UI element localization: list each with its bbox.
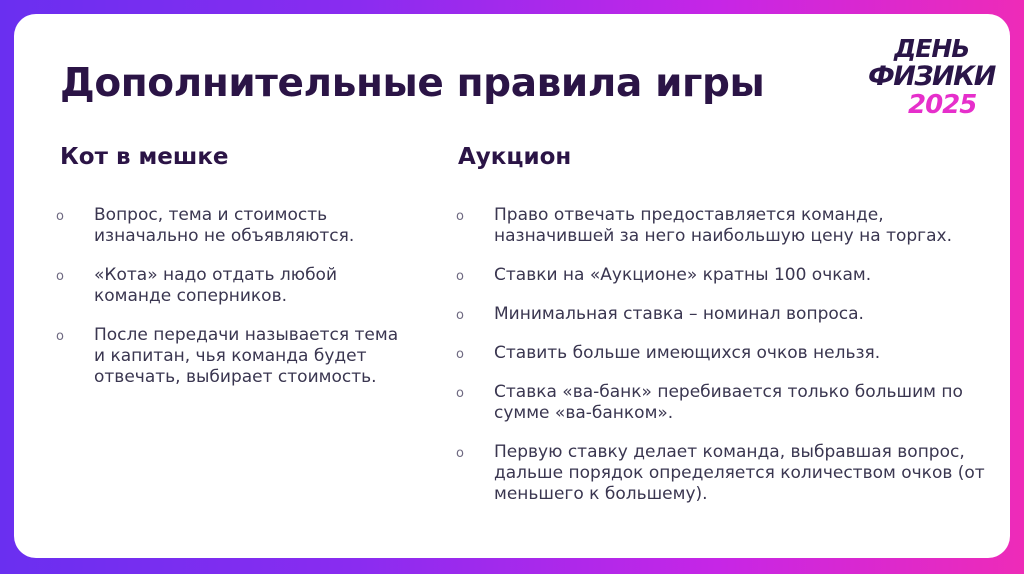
bullet-circle-icon: o xyxy=(56,209,64,224)
physics-day-logo xyxy=(866,32,995,124)
list-item xyxy=(54,265,414,307)
list-item-text: Вопрос, тема и стоимость изначально не объявляются. xyxy=(94,205,355,246)
list-item xyxy=(454,442,1004,505)
list-item-text: Ставить больше имеющихся очков нельзя. xyxy=(494,343,881,363)
list-item xyxy=(54,325,414,388)
bullet-circle-icon: o xyxy=(456,209,464,224)
bullet-circle-icon: o xyxy=(456,386,464,401)
list-item xyxy=(454,382,1004,424)
list-item xyxy=(54,205,414,247)
right-bullet-list xyxy=(454,205,1004,523)
list-item-text: После передачи называется тема и капитан, чья команда будет отвечать, выбирает стоимость. xyxy=(94,325,399,387)
list-item-text: Ставки на «Аукционе» кратны 100 очкам. xyxy=(494,265,872,285)
list-item xyxy=(454,265,1004,286)
logo-line-day: ДЕНЬ xyxy=(894,34,970,63)
bullet-circle-icon: o xyxy=(56,329,64,344)
list-item-text: Первую ставку делает команда, выбравшая вопрос, дальше порядок определяется количеством очков (от меньшего к большему). xyxy=(494,442,985,504)
page-title: Дополнительные правила игры xyxy=(60,61,765,106)
logo-line-year: 2025 xyxy=(908,90,977,120)
bullet-circle-icon: o xyxy=(456,269,464,284)
list-item xyxy=(454,343,1004,364)
list-item-text: Право отвечать предоставляется команде, назначившей за него наибольшую цену на торгах. xyxy=(494,205,952,246)
bullet-circle-icon: o xyxy=(456,446,464,461)
bullet-circle-icon: o xyxy=(456,308,464,323)
left-column-heading: Кот в мешке xyxy=(60,144,229,170)
slide-card xyxy=(14,14,1010,558)
list-item xyxy=(454,205,1004,247)
list-item-text: Минимальная ставка – номинал вопроса. xyxy=(494,304,864,324)
right-column-heading: Аукцион xyxy=(458,144,572,170)
list-item-text: «Кота» надо отдать любой команде соперников. xyxy=(94,265,337,306)
list-item xyxy=(454,304,1004,325)
left-bullet-list xyxy=(54,205,414,406)
logo-line-physics: ФИЗИКИ xyxy=(868,61,995,92)
bullet-circle-icon: o xyxy=(56,269,64,284)
bullet-circle-icon: o xyxy=(456,347,464,362)
list-item-text: Ставка «ва-банк» перебивается только бoльшим по сумме «ва-банком». xyxy=(494,382,963,423)
